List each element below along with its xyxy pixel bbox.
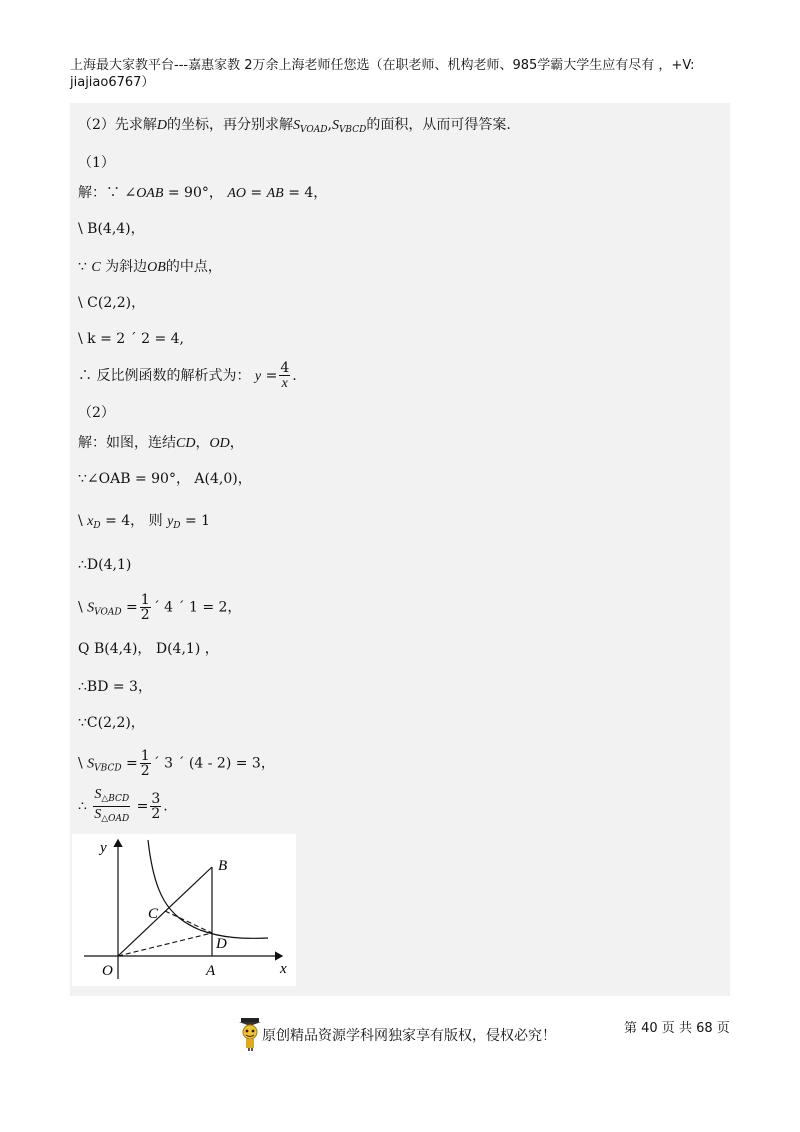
label-x: x (280, 961, 287, 977)
page-number: 第 40 页 共 68 页 (624, 1021, 730, 1036)
segment-cd (165, 911, 212, 933)
step-8: ∵∠OAB = 90°， A(4,0)， (78, 471, 252, 487)
step-9: \ $x_D = 4$， 则 $y_D = 1$ (78, 513, 211, 531)
step-15: \ $S_{VBCD}$ = $\frac{1}{2}$ ´ 3 ´ (4 - 2) = 3， (78, 748, 275, 779)
step-2: \ B(4,4)， (78, 221, 145, 237)
step-7: 解：如图，连结CD，OD， (78, 435, 244, 451)
label-y: y (100, 840, 107, 856)
step-12: Q B(4,4)， D(4,1) ， (78, 641, 219, 657)
part-1-label: （1） (78, 155, 115, 171)
label-b: B (218, 858, 228, 874)
step-3: ∵ C 为斜边OB的中点， (78, 259, 222, 275)
copyright-text: 原创精品资源学科网独家享有版权，侵权必究！ (262, 1028, 556, 1044)
step-11: \ $S_{VOAD}$ = $\frac{1}{2}$ ´ 4 ´ 1 = 2， (78, 592, 242, 623)
step-1: 解：∵ ∠OAB = 90°， AO = AB = 4， (78, 185, 328, 201)
header-text: 上海最大家教平台---嘉惠家教 2万余上海老师任您选（在职老师、机构老师、985学霸大学生应有尽有 ，+V: jiajiao6767） (70, 58, 695, 90)
label-o: O (102, 963, 113, 979)
mascot-logo-icon (237, 1017, 263, 1051)
geometry-figure (72, 834, 296, 986)
step-6: ∴ 反比例函数的解析式为： y = $\frac{4}{x}$ . (78, 360, 297, 391)
step-14: ∵C(2,2)， (78, 715, 145, 731)
label-d: D (216, 936, 227, 952)
solution-panel (70, 103, 730, 996)
part-2-label: （2） (78, 405, 115, 421)
step-13: ∴BD = 3， (78, 679, 152, 695)
label-c: C (148, 906, 159, 922)
page-header (70, 57, 730, 91)
intro-line: （2）先求解D的坐标，再分别求解$S_{VOAD},S_{VBCD}$的面积，从而可得答案. (78, 117, 511, 135)
segment-od (118, 933, 212, 956)
step-5: \ k = 2 ´ 2 = 4, (78, 331, 184, 347)
step-16: ∴ $\frac{S_{\triangle BCD}}{S_{\triangle OAD}}$ = $\frac{3}{2}$ . (78, 787, 168, 824)
step-10: ∴D(4,1) (78, 557, 132, 573)
hyperbola-curve (148, 840, 268, 938)
label-a: A (206, 963, 216, 979)
step-4: \ C(2,2)， (78, 295, 146, 311)
